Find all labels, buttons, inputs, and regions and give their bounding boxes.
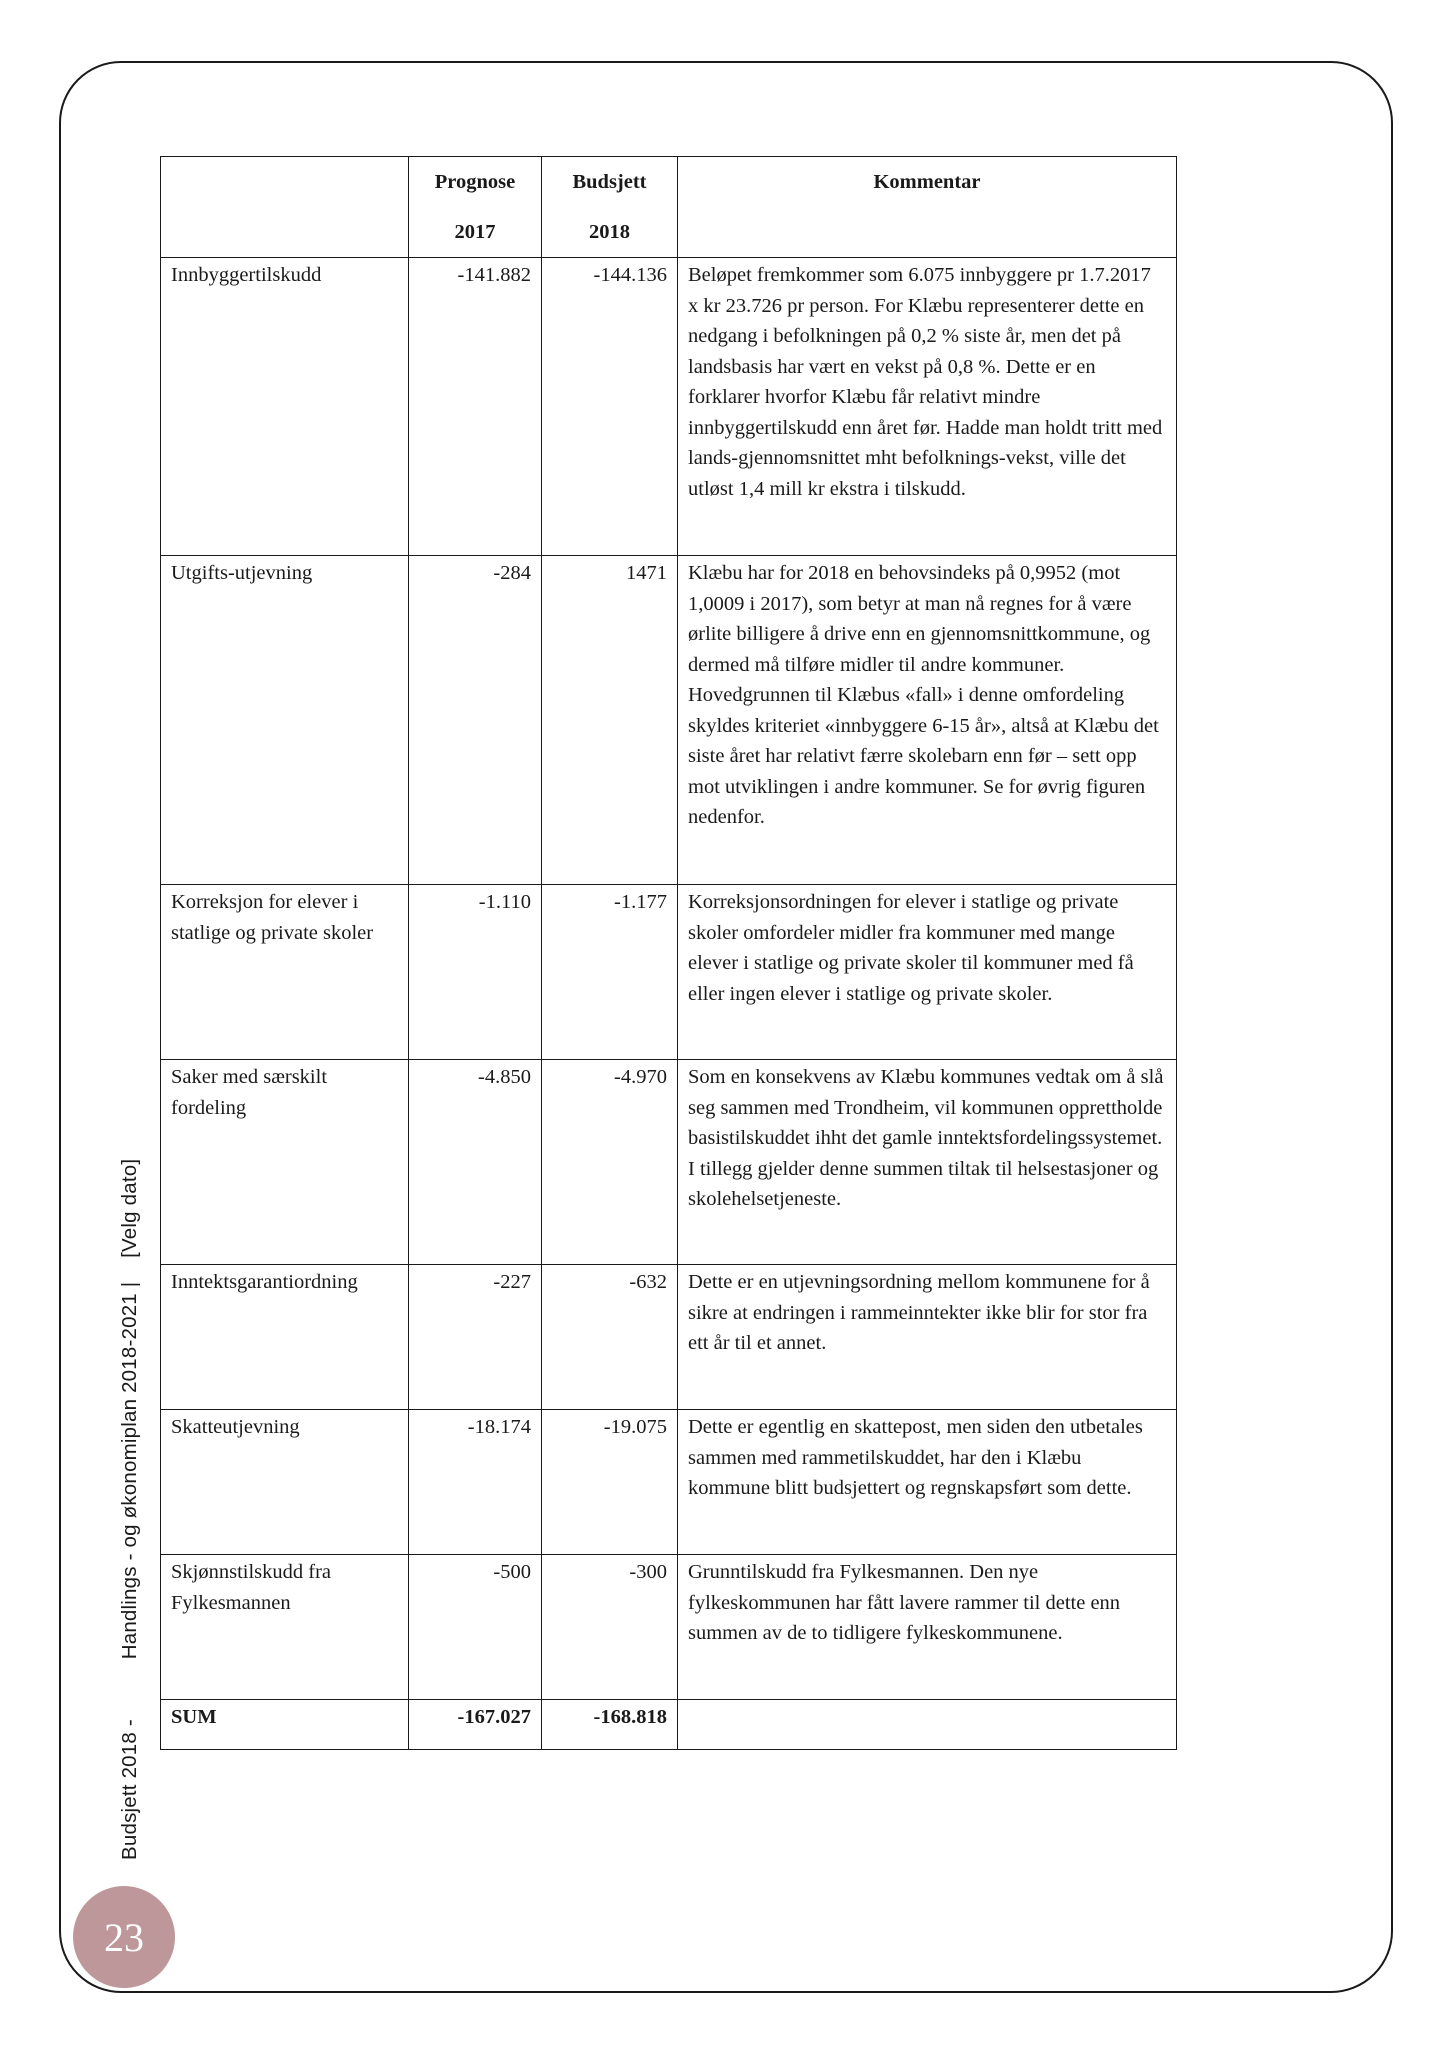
- row-prognose: -500: [409, 1555, 542, 1700]
- row-prognose: -18.174: [409, 1410, 542, 1555]
- sum-kommentar: [678, 1700, 1177, 1750]
- header-kommentar-label: Kommentar: [873, 171, 981, 193]
- row-prognose: -227: [409, 1265, 542, 1410]
- row-budsjett: -632: [542, 1265, 678, 1410]
- header-prognose-label: Prognose: [434, 171, 516, 193]
- row-label: Utgifts-utjevning: [161, 556, 409, 885]
- row-budsjett: -1.177: [542, 885, 678, 1060]
- running-header: [118, 1159, 142, 1860]
- row-prognose: -1.110: [409, 885, 542, 1060]
- row-label: Innbyggertilskudd: [161, 258, 409, 556]
- table-row: [161, 1060, 1177, 1265]
- sum-label: SUM: [161, 1700, 409, 1750]
- row-budsjett: -4.970: [542, 1060, 678, 1265]
- page-number-badge: 23: [73, 1886, 175, 1988]
- table-row: [161, 1410, 1177, 1555]
- row-budsjett: -144.136: [542, 258, 678, 556]
- row-prognose: -4.850: [409, 1060, 542, 1265]
- running-header-date[interactable]: [Velg dato]: [118, 1158, 141, 1258]
- header-prognose: [409, 157, 542, 258]
- row-kommentar: Som en konsekvens av Klæbu kommunes vedtak om å slå seg sammen med Trondheim, vil kommunen opprettholde basistilskuddet ihht det gamle inntektsfordelingssystemet. I tillegg gjelder denne summen tiltak til helsestasjoner og skolehelsetjeneste.: [678, 1060, 1177, 1265]
- row-kommentar: Dette er en utjevningsordning mellom kommunene for å sikre at endringen i rammeinntekter ikke blir for stor fra ett år til et annet.: [678, 1265, 1177, 1410]
- running-header-prefix: Budsjett 2018 -: [118, 1719, 141, 1860]
- header-kommentar: [678, 157, 1177, 258]
- row-budsjett: 1471: [542, 556, 678, 885]
- budget-table: [160, 156, 1177, 1750]
- table-row: [161, 556, 1177, 885]
- header-prognose-year: 2017: [454, 221, 496, 243]
- row-label: Skatteutjevning: [161, 1410, 409, 1555]
- sum-budsjett: -168.818: [542, 1700, 678, 1750]
- row-label: Saker med særskilt fordeling: [161, 1060, 409, 1265]
- header-budsjett-year: 2018: [589, 221, 630, 243]
- sum-prognose: -167.027: [409, 1700, 542, 1750]
- table-row: [161, 258, 1177, 556]
- row-label: Inntektsgarantiordning: [161, 1265, 409, 1410]
- row-prognose: -284: [409, 556, 542, 885]
- row-kommentar: Grunntilskudd fra Fylkesmannen. Den nye fylkeskommunen har fått lavere rammer til dette enn summen av de to tidligere fylkeskommunene.: [678, 1555, 1177, 1700]
- sum-row: [161, 1700, 1177, 1750]
- header-label: [161, 157, 409, 258]
- header-budsjett: [542, 157, 678, 258]
- row-budsjett: -300: [542, 1555, 678, 1700]
- table-header-row: [161, 157, 1177, 258]
- row-kommentar: Korreksjonsordningen for elever i statlige og private skoler omfordeler midler fra kommuner med mange elever i statlige og private skoler til kommuner med få eller ingen elever i statlige og private skoler.: [678, 885, 1177, 1060]
- row-prognose: -141.882: [409, 258, 542, 556]
- row-kommentar: Klæbu har for 2018 en behovsindeks på 0,9952 (mot 1,0009 i 2017), som betyr at man nå regnes for å være ørlite billigere å drive enn en gjennomsnittkommune, og dermed må tilføre midler til andre kommuner. Hovedgrunnen til Klæbus «fall» i denne omfordeling skyldes kriteriet «innbyggere 6-15 år», altså at Klæbu det siste året har relativt færre skolebarn enn før – sett opp mot utviklingen i andre kommuner. Se for øvrig figuren nedenfor.: [678, 556, 1177, 885]
- table-row: [161, 885, 1177, 1060]
- row-label: Skjønnstilskudd fra Fylkesmannen: [161, 1555, 409, 1700]
- row-kommentar: Beløpet fremkommer som 6.075 innbyggere pr 1.7.2017 x kr 23.726 pr person. For Klæbu representerer dette en nedgang i befolkningen på 0,2 % siste år, men det på landsbasis har vært en vekst på 0,8 %. Dette er en forklarer hvorfor Klæbu får relativt mindre innbyggertilskudd enn året før. Hadde man holdt tritt med lands-gjennomsnittet mht befolknings-vekst, ville det utløst 1,4 mill kr ekstra i tilskudd.: [678, 258, 1177, 556]
- table-row: [161, 1555, 1177, 1700]
- row-budsjett: -19.075: [542, 1410, 678, 1555]
- row-kommentar: Dette er egentlig en skattepost, men siden den utbetales sammen med rammetilskuddet, har den i Klæbu kommune blitt budsjettert og regnskapsført som dette.: [678, 1410, 1177, 1555]
- table-row: [161, 1265, 1177, 1410]
- header-budsjett-label: Budsjett: [572, 171, 647, 193]
- row-label: Korreksjon for elever i statlige og private skoler: [161, 885, 409, 1060]
- running-header-title: Handlings - og økonomiplan 2018-2021 |: [118, 1281, 141, 1660]
